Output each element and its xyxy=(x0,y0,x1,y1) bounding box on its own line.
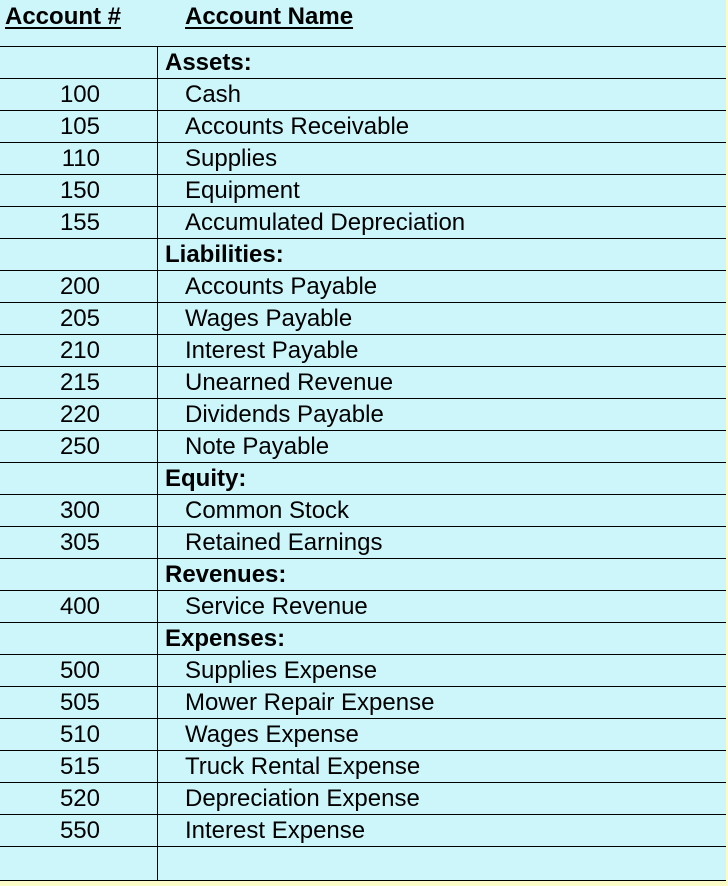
account-name: Mower Repair Expense xyxy=(185,689,435,716)
account-number: 520 xyxy=(59,785,100,812)
category-row xyxy=(0,559,726,591)
account-number-cell xyxy=(0,79,158,110)
account-name: Wages Expense xyxy=(185,721,359,748)
account-number-cell xyxy=(0,367,158,398)
table-row xyxy=(0,175,726,207)
table-row xyxy=(0,687,726,719)
account-name: Interest Expense xyxy=(185,817,366,844)
account-number-cell xyxy=(0,719,158,750)
account-number-cell xyxy=(0,559,158,590)
category-label: Revenues: xyxy=(165,561,287,588)
category-row xyxy=(0,623,726,655)
category-label: Equity: xyxy=(165,465,247,492)
table-row xyxy=(0,303,726,335)
account-number-cell xyxy=(0,111,158,142)
account-number-cell xyxy=(0,239,158,270)
account-name: Note Payable xyxy=(185,433,330,460)
account-name: Accounts Receivable xyxy=(185,113,410,140)
account-number: 205 xyxy=(59,305,100,332)
blank-row xyxy=(0,847,726,881)
category-label: Expenses: xyxy=(165,625,286,652)
account-name: Unearned Revenue xyxy=(185,369,394,396)
table-header xyxy=(0,0,726,46)
account-number: 150 xyxy=(59,177,100,204)
account-number: 210 xyxy=(59,337,100,364)
account-number-cell xyxy=(0,623,158,654)
account-number-cell xyxy=(0,47,158,78)
table-row xyxy=(0,143,726,175)
account-name: Equipment xyxy=(185,177,300,204)
account-name: Cash xyxy=(185,81,242,108)
table-row xyxy=(0,79,726,111)
table-row xyxy=(0,527,726,559)
table-row xyxy=(0,815,726,847)
category-label: Liabilities: xyxy=(165,241,284,268)
account-number-cell xyxy=(0,687,158,718)
account-number-cell xyxy=(0,399,158,430)
table-row xyxy=(0,591,726,623)
account-number: 250 xyxy=(59,433,100,460)
table-row xyxy=(0,751,726,783)
account-name: Accounts Payable xyxy=(185,273,378,300)
table-row xyxy=(0,431,726,463)
account-name-header: Account Name xyxy=(185,3,354,30)
table-row xyxy=(0,335,726,367)
account-number: 400 xyxy=(59,593,100,620)
account-number-cell xyxy=(0,143,158,174)
account-number-cell xyxy=(0,751,158,782)
account-number-cell xyxy=(0,815,158,846)
account-number: 500 xyxy=(59,657,100,684)
table-row xyxy=(0,655,726,687)
account-name: Supplies Expense xyxy=(185,657,378,684)
account-name: Dividends Payable xyxy=(185,401,384,428)
account-number: 155 xyxy=(59,209,100,236)
account-number: 100 xyxy=(59,81,100,108)
account-number: 550 xyxy=(59,817,100,844)
account-name: Interest Payable xyxy=(185,337,359,364)
account-number-cell xyxy=(0,431,158,462)
account-number-cell xyxy=(0,175,158,206)
account-name: Truck Rental Expense xyxy=(185,753,421,780)
account-name: Accumulated Depreciation xyxy=(185,209,466,236)
table-row xyxy=(0,399,726,431)
account-name: Wages Payable xyxy=(185,305,353,332)
category-row xyxy=(0,47,726,79)
account-number: 215 xyxy=(59,369,100,396)
table-row xyxy=(0,783,726,815)
account-number: 510 xyxy=(59,721,100,748)
account-name: Service Revenue xyxy=(185,593,368,620)
account-number: 110 xyxy=(61,145,100,172)
account-number: 305 xyxy=(59,529,100,556)
table-row xyxy=(0,271,726,303)
account-number-cell xyxy=(0,847,158,880)
category-row xyxy=(0,463,726,495)
account-number-cell xyxy=(0,527,158,558)
table-row xyxy=(0,111,726,143)
account-number-cell xyxy=(0,207,158,238)
account-number: 300 xyxy=(59,497,100,524)
account-number: 105 xyxy=(59,113,100,140)
account-number-cell xyxy=(0,463,158,494)
accounts-table xyxy=(0,46,726,881)
account-name: Common Stock xyxy=(185,497,350,524)
account-name: Supplies xyxy=(185,145,278,172)
account-number-cell xyxy=(0,271,158,302)
account-number-cell xyxy=(0,655,158,686)
account-number: 505 xyxy=(59,689,100,716)
account-number: 220 xyxy=(59,401,100,428)
category-row xyxy=(0,239,726,271)
account-name: Retained Earnings xyxy=(185,529,383,556)
account-number-header: Account # xyxy=(5,3,122,30)
table-row xyxy=(0,367,726,399)
account-number: 200 xyxy=(59,273,100,300)
account-number-cell xyxy=(0,495,158,526)
table-row xyxy=(0,207,726,239)
account-name: Depreciation Expense xyxy=(185,785,420,812)
account-number: 515 xyxy=(59,753,100,780)
account-number-cell xyxy=(0,591,158,622)
table-row xyxy=(0,719,726,751)
account-number-cell xyxy=(0,335,158,366)
category-label: Assets: xyxy=(165,49,252,76)
table-row xyxy=(0,495,726,527)
account-number-cell xyxy=(0,783,158,814)
account-number-cell xyxy=(0,303,158,334)
